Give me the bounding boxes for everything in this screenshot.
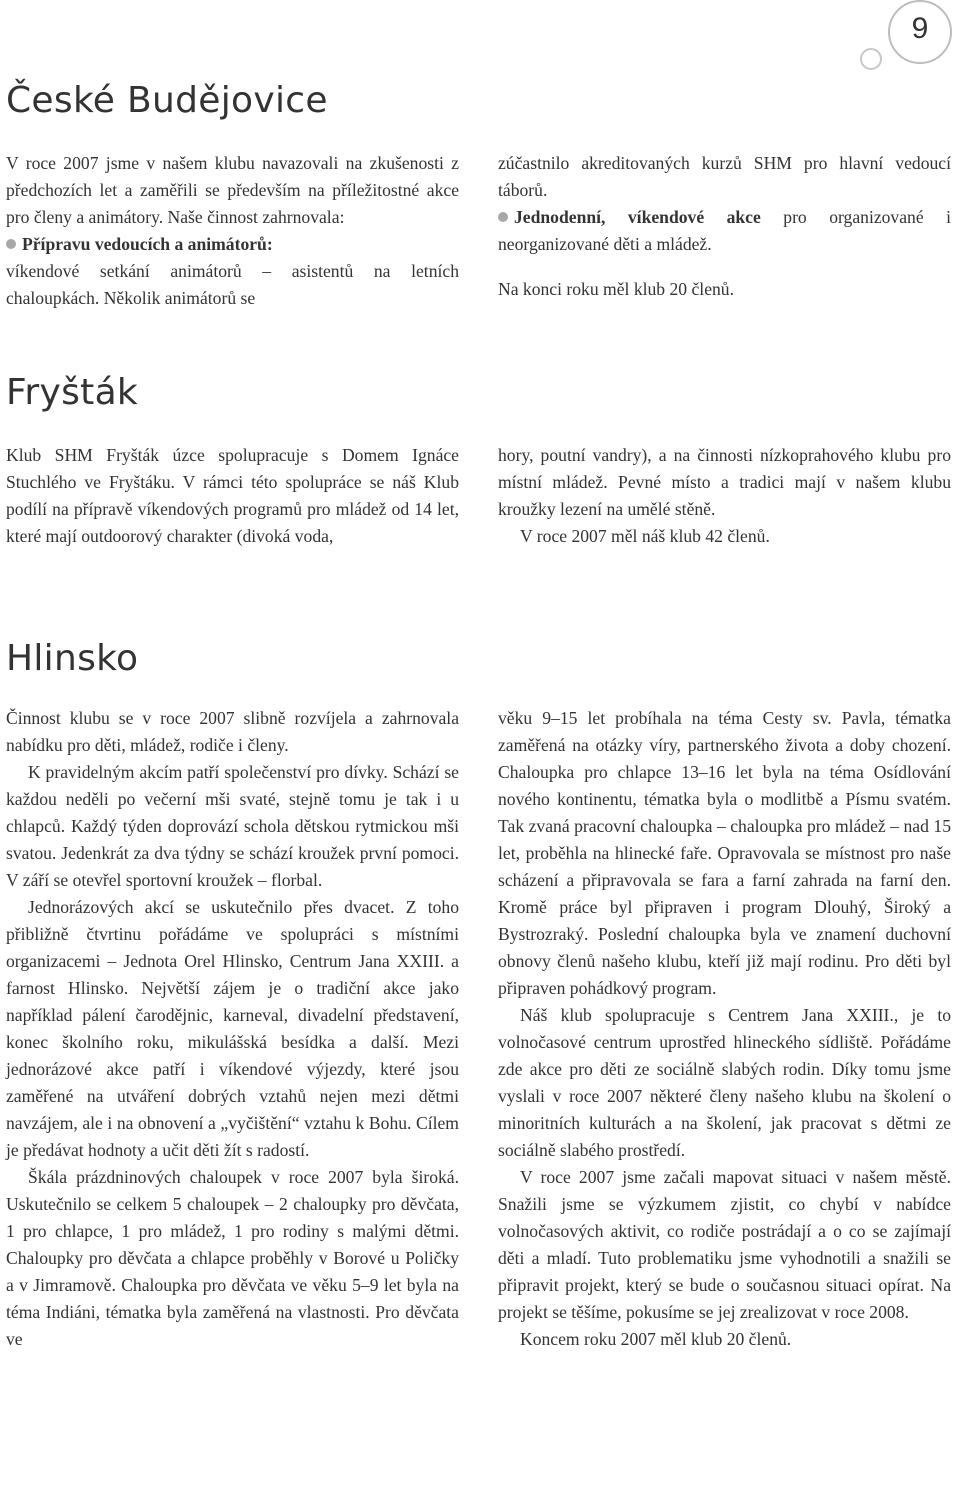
ceske-budejovice-intro: V roce 2007 jsme v našem klubu navazovali na zkušenosti z předchozích let a zaměřili se především na příležitostné akce pro členy a animátory. Naše činnost zahrnovala: bbox=[6, 153, 459, 227]
bullet-item-priprava-title: Přípravu vedoucích a animátorů: bbox=[22, 234, 273, 254]
page-number-badge bbox=[858, 0, 960, 80]
hlinsko-paragraph-1: Činnost klubu se v roce 2007 slibně rozvíjela a zahrnovala nabídku pro děti, mládež, rodiče i členy. bbox=[6, 708, 459, 755]
hlinsko-member-count: Koncem roku 2007 měl klub 20 členů. bbox=[520, 1329, 792, 1349]
bullet-item-akce-text: pro organizované i neorganizované děti a mládež. bbox=[498, 207, 951, 254]
section-heading-hlinsko: Hlinsko bbox=[6, 638, 139, 679]
frystak-paragraph-part2: hory, poutní vandry), a na činnosti nízkoprahového klubu pro místní mládež. Pevné místo a tradici mají v našem klubu kroužky lezení na umělé stěně. bbox=[498, 445, 951, 519]
section-heading-ceske-budejovice: České Budějovice bbox=[6, 80, 328, 121]
page-number: 9 bbox=[911, 12, 929, 45]
bullet-item-priprava-text-part2: zúčastnilo akreditovaných kurzů SHM pro hlavní vedoucí táborů. bbox=[498, 153, 951, 200]
ceske-budejovice-right-column bbox=[498, 150, 951, 310]
hlinsko-paragraph-4-part2: věku 9–15 let probíhala na téma Cesty sv. Pavla, tématka zaměřená na otázky víry, partnerského života a doby chození. Chaloupka pro chlapce 13–16 let byla na téma Osídlování nového kontinentu, tématka byla o modlitbě a Písmu svatém. Tak zvaná pracovní chaloupka – chaloupka pro mládež – nad 15 let, proběhla na hlinecké faře. Opravovala se místnost pro naše scházení a připravovala se fara a farní zahrada na farní den. Kromě práce byl připraven i program Dlouhý, Široký a Bystrozraký. Poslední chaloupka byla ve znamení duchovní obnovy členů našeho klubu, kteří již mají rodinu. Pro děti byl připraven pohádkový program. bbox=[498, 708, 951, 998]
bullet-icon bbox=[498, 212, 508, 222]
hlinsko-paragraph-3: Jednorázových akcí se uskutečnilo přes dvacet. Z toho přibližně čtvrtinu pořádáme ve spolupráci s místními organizacemi – Jednota Orel Hlinsko, Centrum Jana XXIII. a farnost Hlinsko. Největší zájem je o tradiční akce jako například pálení čarodějnic, karneval, divadelní představení, konec školního roku, mikulášská besídka a další. Mezi jednorázové akce patří i víkendové výjezdy, které jsou zaměřené na utváření dobrých vztahů nejen mezi dětmi navzájem, ale i na obnovení a „vyčištění“ vztahu k Bohu. Cílem je předávat hodnoty a učit děti žít s radostí. bbox=[6, 897, 459, 1160]
hlinsko-paragraph-6: V roce 2007 jsme začali mapovat situaci v našem městě. Snažili jsme se výzkumem zjistit, co chybí v nabídce volnočasových aktivit, co rodiče postrádají a o co se zajímají děti a mladí. Tuto problematiku jsme vyhodnotili a snažili se připravit projekt, který se bude o současnou situaci opírat. Na projekt se těšíme, pokusíme se jej zrealizovat v roce 2008. bbox=[498, 1167, 951, 1322]
bullet-item-priprava-text-part1: víkendové setkání animátorů – asistentů na letních chaloupkách. Několik animátorů se bbox=[6, 261, 459, 308]
decorative-circle-small bbox=[860, 48, 882, 70]
frystak-left-column bbox=[6, 442, 459, 582]
hlinsko-paragraph-4-part1: Škála prázdninových chaloupek v roce 2007 byla široká. Uskutečnilo se celkem 5 chaloupek – 2 chaloupky pro děvčata, 1 pro chlapce, 1 pro mládež, 1 pro rodiny s malými dětmi. Chaloupky pro děvčata a chlapce proběhly v Borové u Poličky a v Jimramově. Chaloupka pro děvčata ve věku 5–9 let byla na téma Indiáni, tématka byla zaměřená na vlastnosti. Pro děvčata ve bbox=[6, 1167, 459, 1349]
bullet-item-akce bbox=[498, 204, 951, 258]
section-heading-frystak: Fryšták bbox=[6, 372, 139, 413]
bullet-icon bbox=[6, 239, 16, 249]
ceske-budejovice-closing: Na konci roku měl klub 20 členů. bbox=[498, 279, 734, 299]
frystak-paragraph-part1: Klub SHM Fryšták úzce spolupracuje s Domem Ignáce Stuchlého ve Fryštáku. V rámci této spolupráce se náš Klub podílí na přípravě víkendových programů pro mládež od 14 let, které mají outdoorový charakter (divoká voda, bbox=[6, 445, 459, 546]
frystak-right-column bbox=[498, 442, 951, 582]
hlinsko-right-column bbox=[498, 705, 951, 1505]
frystak-member-count: V roce 2007 měl náš klub 42 členů. bbox=[520, 526, 770, 546]
bullet-item-priprava bbox=[6, 231, 459, 258]
hlinsko-left-column bbox=[6, 705, 459, 1505]
hlinsko-paragraph-2: K pravidelným akcím patří společenství pro dívky. Schází se každou neděli po večerní mši svaté, stejně tomu je tak i u chlapců. Každý týden doprovází schola dětskou rytmickou mši svatou. Jedenkrát za dva týdny se schází kroužek první pomoci. V září se otevřel sportovní kroužek – florbal. bbox=[6, 762, 459, 890]
ceske-budejovice-left-column bbox=[6, 150, 459, 340]
hlinsko-paragraph-5: Náš klub spolupracuje s Centrem Jana XXIII., je to volnočasové centrum uprostřed hlineckého sídliště. Pořádáme zde akce pro děti ze sociálně slabých rodin. Díky tomu jsme vyslali v roce 2007 některé členy našeho klubu na školení o minoritních kulturách a na školení, jak pracovat s dětmi ze sociálně slabého prostředí. bbox=[498, 1005, 951, 1160]
bullet-item-akce-title: Jednodenní, víkendové akce bbox=[514, 207, 761, 227]
